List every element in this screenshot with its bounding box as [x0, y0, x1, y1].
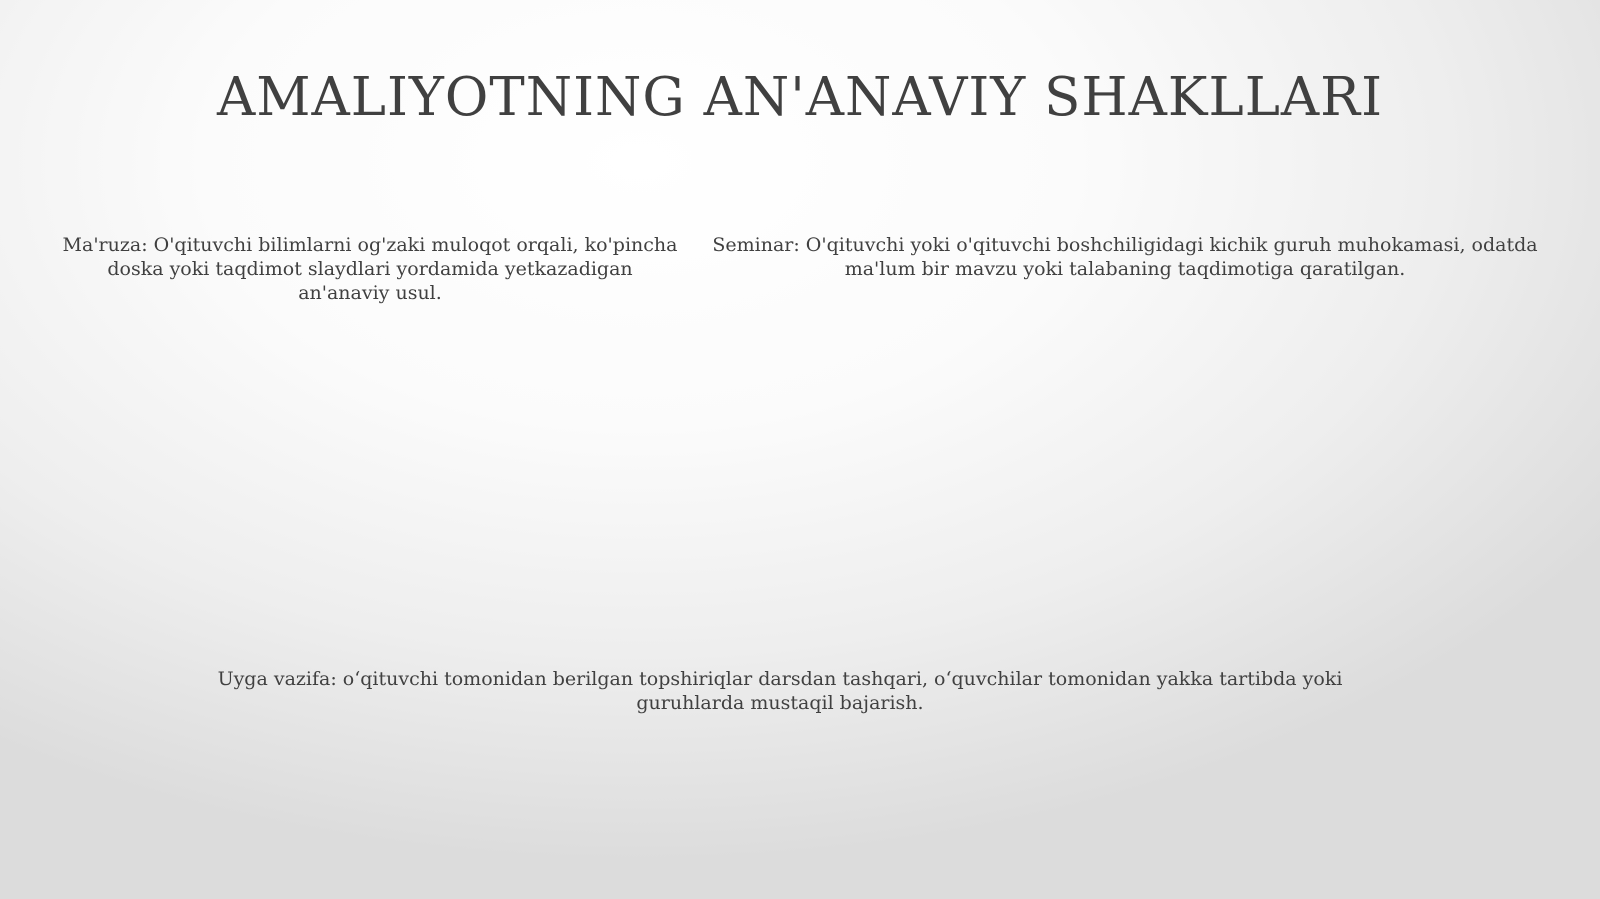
- lecture-text: Ma'ruza: O'qituvchi bilimlarni og'zaki muloqot orqali, ko'pincha doska yoki taqdimot slaydlari yordamida yetkazadigan an'anaviy usul.: [62, 234, 678, 304]
- slide-title: AMALIYOTNING AN'ANAVIY SHAKLLARI: [216, 67, 1384, 128]
- homework-text: Uyga vazifa: o‘qituvchi tomonidan berilgan topshiriqlar darsdan tashqari, o‘quvchilar tomonidan yakka tartibda yoki guruhlarda mustaqil bajarish.: [217, 668, 1343, 714]
- seminar-text: Seminar: O'qituvchi yoki o'qituvchi boshchiligidagi kichik guruh muhokamasi, odatda ma'lum bir mavzu yoki talabaning taqdimotiga qaratilgan.: [712, 234, 1538, 280]
